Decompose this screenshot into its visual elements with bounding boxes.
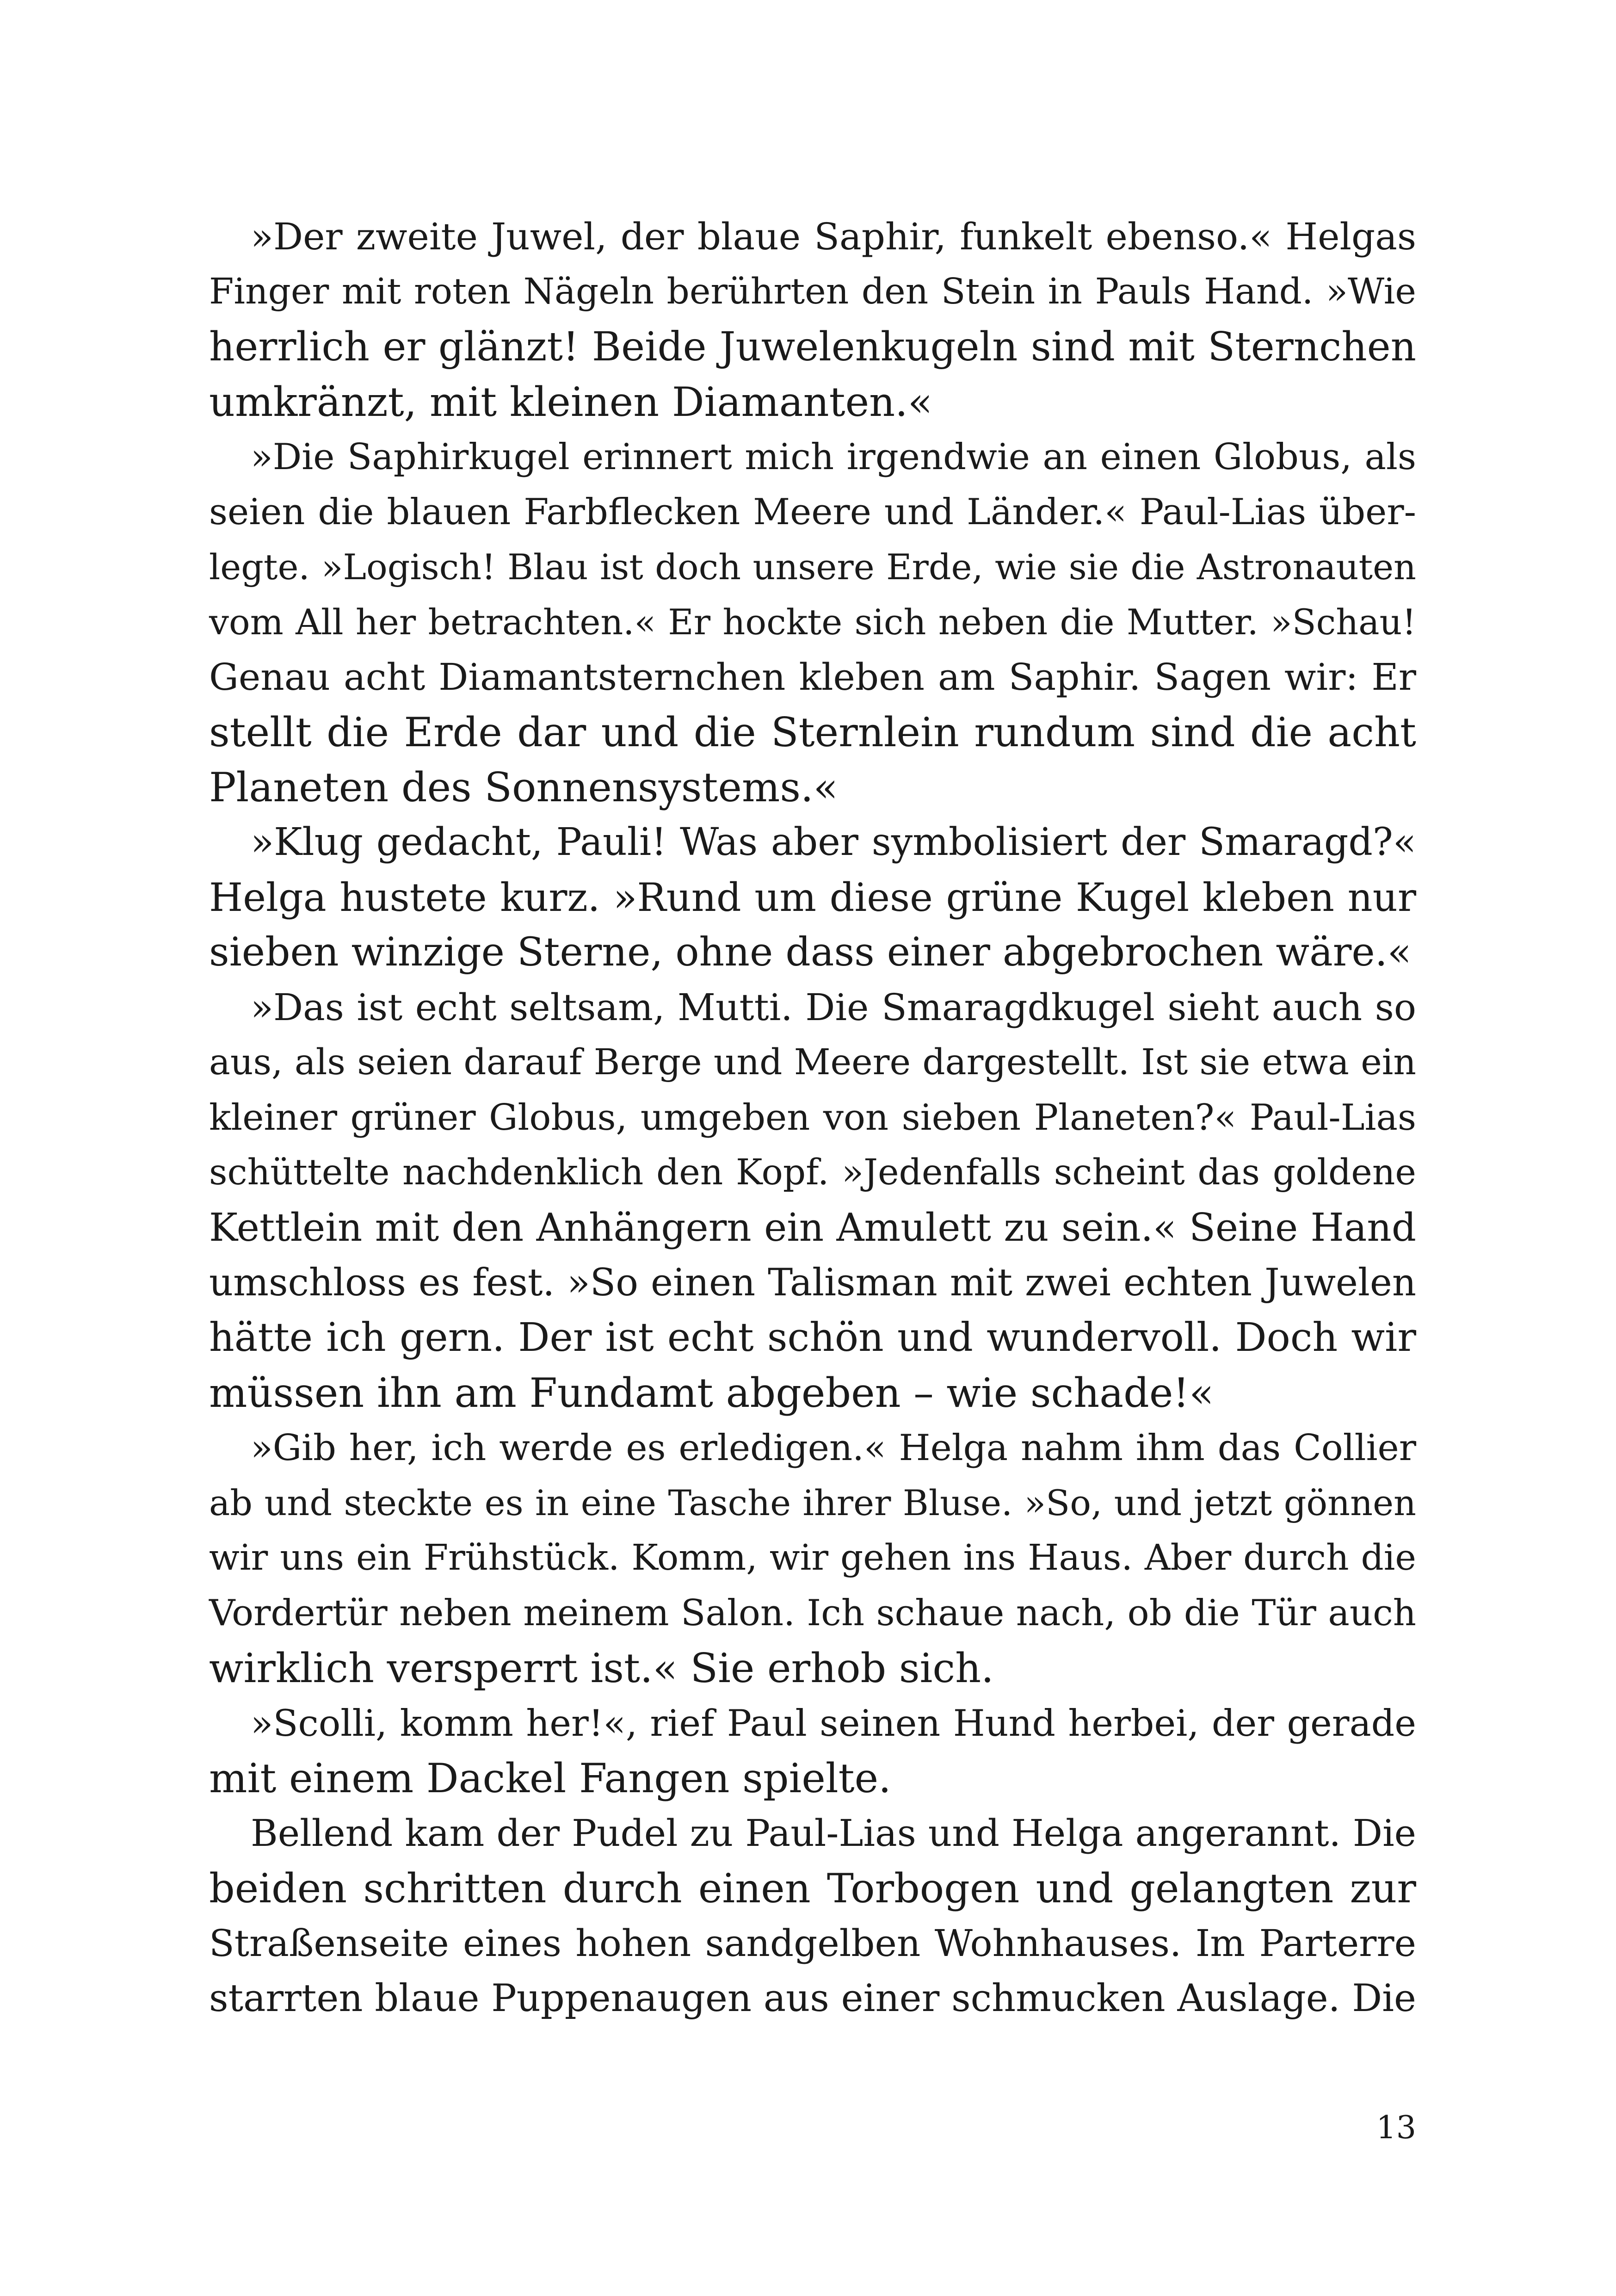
text-line: Planeten des Sonnensystems.« <box>209 764 838 811</box>
text-line: »Die Saphirkugel erinnert mich irgendwie an einen Globus, als <box>251 436 1416 478</box>
text-line: Bellend kam der Pudel zu Paul-Lias und Helga angerannt. Die <box>251 1812 1416 1855</box>
text-line: wir uns ein Frühstück. Komm, wir gehen ins Haus. Aber durch die <box>209 1537 1416 1578</box>
text-line: Vordertür neben meinem Salon. Ich schaue nach, ob die Tür auch <box>209 1592 1416 1634</box>
text-line: umkränzt, mit kleinen Diamanten.« <box>209 378 933 426</box>
text-line: »Das ist echt seltsam, Mutti. Die Smaragdkugel sieht auch so <box>251 986 1416 1029</box>
text-line: »Scolli, komm her!«, rief Paul seinen Hund herbei, der gerade <box>251 1702 1416 1745</box>
text-line: Genau acht Diamantsternchen kleben am Saphir. Sagen wir: Er <box>209 656 1416 699</box>
text-line: sieben winzige Sterne, ohne dass einer abgebrochen wäre.« <box>209 929 1412 975</box>
text-line: »Gib her, ich werde es erledigen.« Helga nahm ihm das Collier <box>251 1427 1416 1469</box>
text-line: beiden schritten durch einen Torbogen und gelangten zur <box>209 1865 1416 1912</box>
text-line: herrlich er glänzt! Beide Juwelenkugeln sind mit Sternchen <box>209 324 1416 370</box>
text-line: starrten blaue Puppenaugen aus einer schmucken Auslage. Die <box>209 1977 1416 2020</box>
text-line: Straßenseite eines hohen sandgelben Wohnhauses. Im Parterre <box>209 1922 1416 1965</box>
text-line: stellt die Erde dar und die Sternlein rundum sind die acht <box>209 709 1416 756</box>
text-line: legte. »Logisch! Blau ist doch unsere Erde, wie sie die Astronauten <box>209 546 1416 588</box>
text-line: »Der zweite Juwel, der blaue Saphir, funkelt ebenso.« Helgas <box>251 215 1416 258</box>
text-line: seien die blauen Farbflecken Meere und Länder.« Paul-Lias über- <box>209 491 1416 533</box>
text-line: umschloss es fest. »So einen Talisman mit zwei echten Juwelen <box>209 1261 1416 1305</box>
text-line: mit einem Dackel Fangen spielte. <box>209 1755 891 1802</box>
text-line: Finger mit roten Nägeln berührten den Stein in Pauls Hand. »Wie <box>209 271 1416 312</box>
text-line: »Klug gedacht, Pauli! Was aber symbolisiert der Smaragd?« <box>251 820 1416 864</box>
text-line: wirklich versperrt ist.« Sie erhob sich. <box>209 1645 994 1692</box>
text-line: kleiner grüner Globus, umgeben von sieben Planeten?« Paul-Lias <box>209 1097 1416 1139</box>
text-line: vom All her betrachten.« Er hockte sich neben die Mutter. »Schau! <box>209 601 1416 643</box>
text-line: Kettlein mit den Anhängern ein Amulett zu sein.« Seine Hand <box>209 1205 1416 1250</box>
text-line: aus, als seien darauf Berge und Meere dargestellt. Ist sie etwa ein <box>209 1042 1416 1083</box>
text-line: Helga hustete kurz. »Rund um diese grüne Kugel kleben nur <box>209 875 1416 920</box>
text-line: müssen ihn am Fundamt abgeben – wie schade!« <box>209 1369 1214 1417</box>
text-line: ab und steckte es in eine Tasche ihrer Bluse. »So, und jetzt gönnen <box>209 1482 1416 1523</box>
page-number: 13 <box>1376 2110 1416 2146</box>
text-line: schüttelte nachdenklich den Kopf. »Jedenfalls scheint das goldene <box>209 1152 1416 1193</box>
text-line: hätte ich gern. Der ist echt schön und wundervoll. Doch wir <box>209 1315 1416 1361</box>
